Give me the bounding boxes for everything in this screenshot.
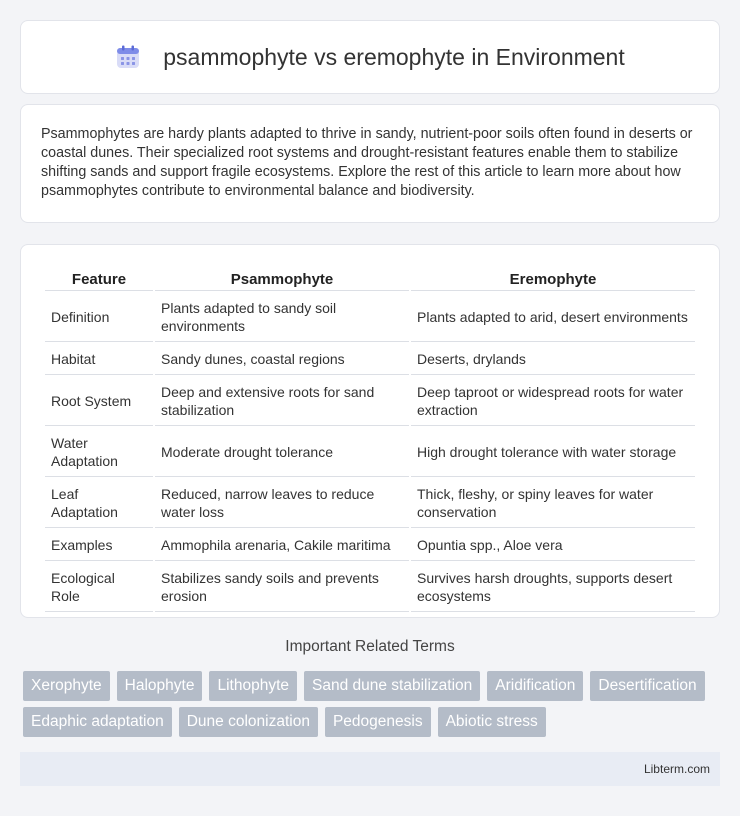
- table-row: [45, 563, 695, 612]
- calendar-icon: [115, 44, 141, 70]
- related-term-tag[interactable]: Edaphic adaptation: [23, 707, 172, 737]
- psammophyte-cell: Stabilizes sandy soils and prevents erosion: [155, 563, 409, 612]
- intro-card: [20, 104, 720, 223]
- header-eremophyte: Eremophyte: [411, 267, 695, 291]
- footer-site-link[interactable]: Libterm.com: [643, 762, 710, 776]
- related-term-tag[interactable]: Aridification: [487, 671, 583, 701]
- eremophyte-cell: Thick, fleshy, or spiny leaves for water conservation: [411, 479, 695, 528]
- comparison-table: [43, 265, 697, 614]
- related-term-tag[interactable]: Xerophyte: [23, 671, 110, 701]
- feature-cell: Leaf Adaptation: [45, 479, 153, 528]
- feature-cell: Examples: [45, 530, 153, 561]
- eremophyte-cell: Survives harsh droughts, supports desert ecosystems: [411, 563, 695, 612]
- title-row: [21, 21, 719, 93]
- related-term-tag[interactable]: Pedogenesis: [325, 707, 431, 737]
- eremophyte-cell: Deep taproot or widespread roots for water extraction: [411, 377, 695, 426]
- eremophyte-cell: Opuntia spp., Aloe vera: [411, 530, 695, 561]
- feature-cell: Habitat: [45, 344, 153, 375]
- related-term-tag[interactable]: Halophyte: [117, 671, 203, 701]
- header-psammophyte: Psammophyte: [155, 267, 409, 291]
- eremophyte-cell: Plants adapted to arid, desert environments: [411, 293, 695, 342]
- intro-paragraph: Psammophytes are hardy plants adapted to thrive in sandy, nutrient-poor soils often found in deserts or coastal dunes. Their specialized root systems and drought-resistant features enable them to stabilize shifting sands and support fragile ecosystems. Explore the rest of this article to learn more about how psammophytes contribute to environmental balance and biodiversity.: [41, 126, 693, 199]
- eremophyte-cell: Deserts, drylands: [411, 344, 695, 375]
- table-row: [45, 344, 695, 375]
- feature-cell: Water Adaptation: [45, 428, 153, 477]
- eremophyte-cell: High drought tolerance with water storage: [411, 428, 695, 477]
- related-terms-title: Important Related Terms: [285, 638, 455, 655]
- feature-cell: Root System: [45, 377, 153, 426]
- related-term-tag[interactable]: Abiotic stress: [438, 707, 546, 737]
- feature-cell: Ecological Role: [45, 563, 153, 612]
- table-row: [45, 377, 695, 426]
- related-term-tag[interactable]: Sand dune stabilization: [304, 671, 480, 701]
- related-terms-list: [23, 671, 723, 737]
- related-term-tag[interactable]: Dune colonization: [179, 707, 318, 737]
- psammophyte-cell: Plants adapted to sandy soil environments: [155, 293, 409, 342]
- psammophyte-cell: Deep and extensive roots for sand stabilization: [155, 377, 409, 426]
- psammophyte-cell: Sandy dunes, coastal regions: [155, 344, 409, 375]
- feature-cell: Definition: [45, 293, 153, 342]
- table-row: [45, 479, 695, 528]
- related-term-tag[interactable]: Lithophyte: [209, 671, 297, 701]
- psammophyte-cell: Moderate drought tolerance: [155, 428, 409, 477]
- table-row: [45, 530, 695, 561]
- table-row: [45, 428, 695, 477]
- psammophyte-cell: Reduced, narrow leaves to reduce water loss: [155, 479, 409, 528]
- title-card: [20, 20, 720, 94]
- header-feature: Feature: [45, 267, 153, 291]
- comparison-card: [20, 244, 720, 618]
- page-title: psammophyte vs eremophyte in Environment: [163, 43, 625, 70]
- footer: [20, 752, 720, 786]
- table-row: [45, 293, 695, 342]
- related-term-tag[interactable]: Desertification: [590, 671, 704, 701]
- psammophyte-cell: Ammophila arenaria, Cakile maritima: [155, 530, 409, 561]
- table-header-row: [45, 267, 695, 291]
